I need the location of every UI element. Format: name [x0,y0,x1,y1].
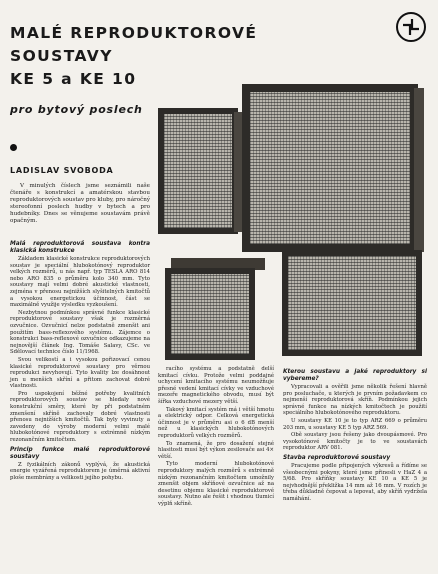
lead-paragraph [10,183,150,225]
speaker-large-bottom [282,250,428,360]
bullet-icon [10,144,17,151]
body-paragraph: Svou velikostí a i vysokou pořizovací cenou klasické reproduktorové soustavy pro věrnou reprodukci nevyhovují. Tyto kvality lze dosáhnout jen u menších skříní a přitom zachovat dobré vlastnosti. [10,356,150,390]
body-paragraph: Nezbytnou podmínkou správné funkce klasické reproduktorové soustavy však je rozměrná ozvučnice. Ozvučnicí nelze podstatně zmenšit ani použitím bass-reflexového systému. Zájemce o konstrukci bass-reflexové ozvučnice odkazujeme na nejnovější článek Ing. Tomáše Salavy, CSc. ve Sdělovací technice číslo 11/1968. [10,309,150,356]
section-heading: Princip funkce malé reproduktorové soustavy [10,446,150,460]
body-paragraph: Vypracovali a ověřili jsme několik řešení hlavně pro posluchače, u kterých je prvním požadavkem co nejmenší reproduktorová skříň. Podmínkou jejich správné funkce na nízkých kmitočtech je použití speciálního hlubokotónového reproduktoru. [283,384,427,417]
speaker-side [234,112,242,232]
lead-text: V minulých číslech jsme seznámili naše čtenáře s konstrukcí a amatérskou stavbou reproduktorových soustav pro kluby, pro náročný stereofonní poslech hudby v bytech a pro hudebníky. Dnes se věnujeme soustavám právě opačným. [10,183,150,224]
column-3 [283,366,427,503]
column-1 [10,238,150,481]
speaker-small-top [158,108,242,234]
title-line-1: MALÉ REPRODUKTOROVÉ SOUSTAVY [10,24,258,65]
body-paragraph: Pracujeme podle připojených výkresů a řídíme se všeobecnými pokyny, které jsme přinesli v HaZ 4 a 5/68. Pro skříňky soustavy KE 10 a KE 5 je nejvhodnější překližka 14 mm až 16 mm. V rozích je třeba důkladně čepovat a lepovat, aby skříň vydržela namáhání. [283,462,427,502]
body-paragraph: Tyto moderní hlubokotónové reproduktory malých rozměrů s extrémně nízkým rezonančním kmitočtem umožnily zmenšit objem skříňové ozvučnice až na desetinu objemu klasické reproduktorové soustavy. Nutno ale řešit i vhodnou tlumicí výplň skříně. [158,461,274,507]
speaker-side [414,88,424,252]
body-paragraph: racího systému a podstatně delší kmitací cívku. Protože velmi poddajné uchycení kmitacího systému neumožňuje přesné vedení kmitací cívky ve vzduchové mezeře magnetického obvodu, musí být šířka vzduchové mezery větší. [158,366,274,405]
section-heading: Malá reproduktorová soustava kontra klasická konstrukce [10,241,150,254]
page-title [10,22,340,91]
body-paragraph: Takový kmitací systém má i větší hmotu a elektrický odpor. Celková energetická účinnost je v průměru asi o 6 dB menší než u klasických hlubokotónových reproduktorů velkých rozměrů. [158,406,274,439]
speaker-grille [171,274,249,354]
speaker-grille [288,256,416,350]
body-paragraph: Obě soustavy jsou řešeny jako dvoupásmové. Pro vysokotónové kmitočty je to ve soustavách reproduktor ARV 081. [283,432,427,452]
body-paragraph: To znamená, že pro dosažení stejné hlasitosti musí být výkon zesilovače asi 4× větší. [158,440,274,460]
speaker-grille [250,92,410,244]
speaker-grille [164,114,232,228]
speaker-large-top [242,84,424,254]
body-paragraph: Pro uspokojení běžné potřeby kvalitních reproduktorových soustav se hledaly nové konstrukční směry, které by při podstatném zmenšení skříně zachovaly dobré vlastnosti přenosu nejnižších kmitočtů. Tak byly vyvinuty a zavedeny do výroby moderní velmi malé hlubokotónové reproduktory s extrémně nízkým rezonančním kmitočtem. [10,390,150,444]
section-heading: Kterou soustavu a jaké reproduktory si vybereme? [283,369,427,382]
tesla-logo-icon [396,12,426,42]
body-paragraph: Z fyzikálních zákonů vyplývá, že akustická energie vyzářená reproduktorem je úměrná aktivní ploše membrány a velikosti jejího pohybu. [10,461,150,481]
body-paragraph: Základem klasické konstrukce reproduktorových soustav je speciální hlubokotónový reproduktor velkých rozměrů, u nás např. typ TESLA ARO 814 nebo ARO 835 o průměru kolo 340 mm. Tyto soustavy mají velmi dobré akustické vlastnosti, zejména v přenosu nejnižších slyšitelných kmitočtů a vysokou energetickou účinnost, část se maximálně využije výsledku vyzkoušení. [10,256,150,309]
subtitle: pro bytový poslech [10,103,143,116]
title-line-2: KE 5 a KE 10 [10,70,137,88]
column-2 [158,366,274,507]
author: LADISLAV SVOBODA [10,166,114,175]
section-heading: Stavba reproduktorové soustavy [283,454,391,461]
speaker-small-bottom [163,258,267,362]
body-paragraph: U soustavy KE 10 je to typ ARZ 669 o průměru 203 mm, u soustavy KE 5 typ ARZ 569. [283,417,427,431]
